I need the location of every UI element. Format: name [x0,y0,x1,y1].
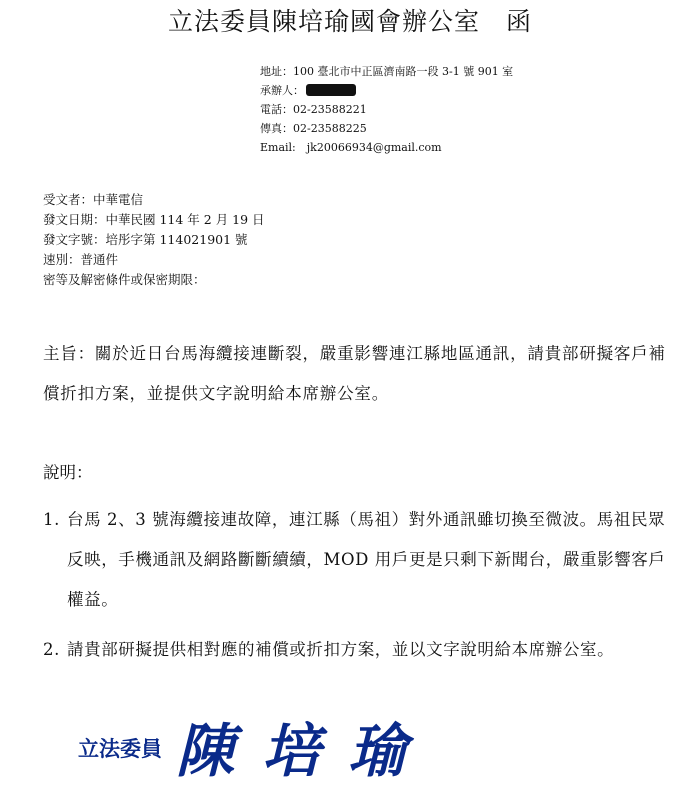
signature-seal [78,700,438,785]
fax: 傳真：02-23588225 [260,122,367,135]
contact-block [260,62,513,157]
item-text: 請貴部研擬提供相對應的補償或折扣方案，並以文字說明給本席辦公室。 [67,640,615,659]
item-text: 台馬 2、3 號海纜接連故障，連江縣（馬祖）對外通訊雖切換至微波。馬祖民眾反映，手機通訊及網路斷斷續續，MOD 用戶更是只剩下新聞台，嚴重影響客戶權益。 [67,510,666,609]
signature-title: 立法委員 [78,737,162,761]
document-meta [43,190,265,290]
explanation-label: 說明： [43,463,93,482]
recipient: 受文者：中華電信 [43,192,144,207]
item-number: 1. [43,510,60,529]
list-item [43,630,673,670]
address: 地址：100 臺北市中正區濟南路一段 3-1 號 901 室 [260,65,514,78]
redacted-name [306,84,356,96]
secrecy-level: 密等及解密條件或保密期限： [43,272,206,287]
delivery-speed: 速別：普通件 [43,252,119,267]
page-title: 立法委員陳培瑜國會辦公室 函 [167,7,532,36]
phone: 電話：02-23588221 [260,103,367,116]
signature-name: 陳培瑜 [176,717,435,785]
subject: 主旨：關於近日台馬海纜接連斷裂，嚴重影響連江縣地區通訊，請貴部研擬客戶補償折扣方案，並提供文字說明給本席辦公室。 [43,344,666,403]
email: Email: jk20066934@gmail.com [260,141,442,154]
issue-date: 發文日期：中華民國 114 年 2 月 19 日 [43,212,265,227]
explanation-list [43,500,673,659]
document-number: 發文字號：培彤字第 114021901 號 [43,232,248,247]
handler [260,81,513,100]
handler-label: 承辦人： [260,84,304,97]
list-item [43,500,673,620]
item-number: 2. [43,640,60,659]
